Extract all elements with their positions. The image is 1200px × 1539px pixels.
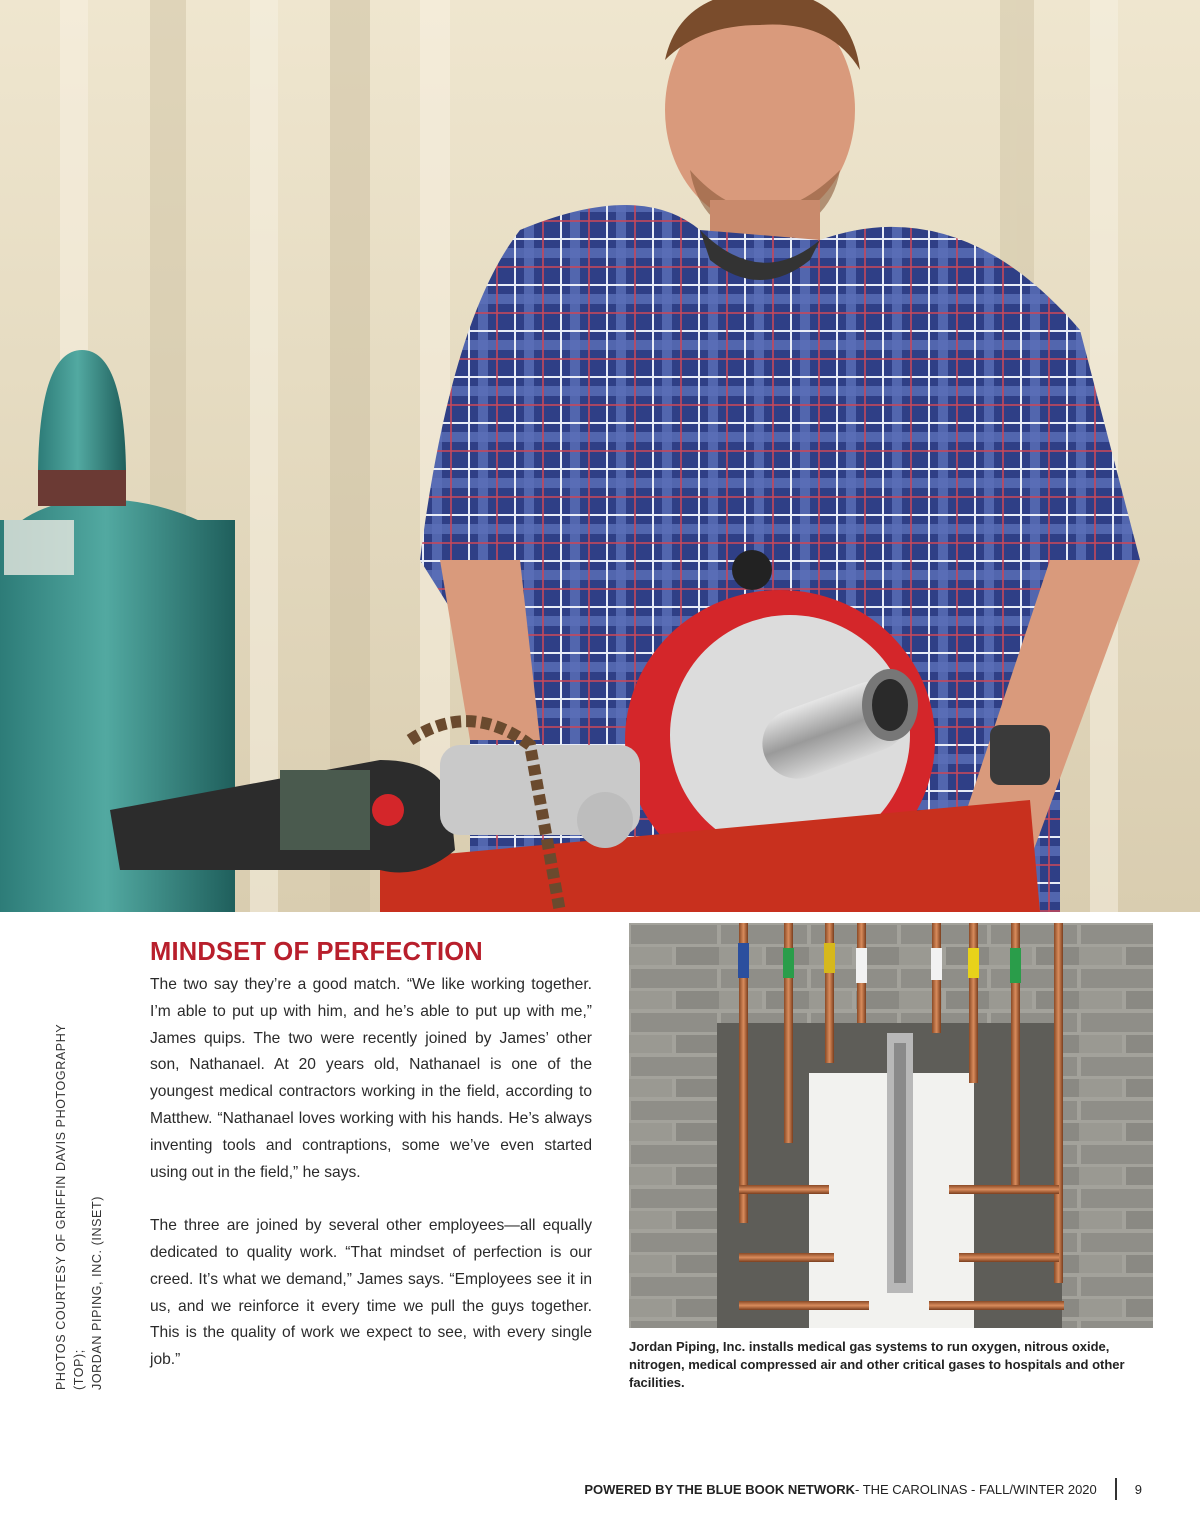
- photo-credit: [52, 1010, 106, 1390]
- page-number: 9: [1134, 1481, 1142, 1497]
- section-headline: MINDSET OF PERFECTION: [150, 938, 483, 966]
- article-paragraph-2: The three are joined by several other employees—all equally dedicated to quality work. “That mindset of perfection is our creed. It’s what we demand,” James says. “Employees see it in us, and we reinforce it every time we pull the guys together. This is the quality of work we expect to see, with every single job.”: [150, 1217, 592, 1369]
- footer-issue: - THE CAROLINAS - FALL/WINTER 2020: [854, 1481, 1097, 1497]
- footer-divider: [1115, 1478, 1117, 1500]
- inset-caption: Jordan Piping, Inc. installs medical gas systems to run oxygen, nitrous oxide, nitrogen, medical compressed air and other critical gases to hospitals and other facilities.: [629, 1339, 1125, 1390]
- photo-credit-line-1: PHOTOS COURTESY OF GRIFFIN DAVIS PHOTOGRAPHY (TOP);: [54, 1023, 86, 1390]
- page-footer: [584, 1478, 1142, 1500]
- inset-photo-illustration: [629, 923, 1153, 1328]
- inset-photo: [629, 923, 1153, 1328]
- photo-credit-line-2: JORDAN PIPING, INC. (INSET): [90, 1196, 104, 1390]
- article-paragraph-1: The two say they’re a good match. “We like working together. I’m able to put up with him, and he’s able to put up with me,” James quips. The two were recently joined by James’ other son, Nathanael. At 20 years old, Nathanael is one of the youngest medical contractors working in the field, according to Matthew. “Nathanael loves working with his hands. He’s always inventing tools and contraptions, some we’ve even started using out in the field,” he says.: [150, 976, 592, 1181]
- footer-brand: POWERED BY THE BLUE BOOK NETWORK: [584, 1481, 855, 1497]
- article-body: [150, 972, 592, 1401]
